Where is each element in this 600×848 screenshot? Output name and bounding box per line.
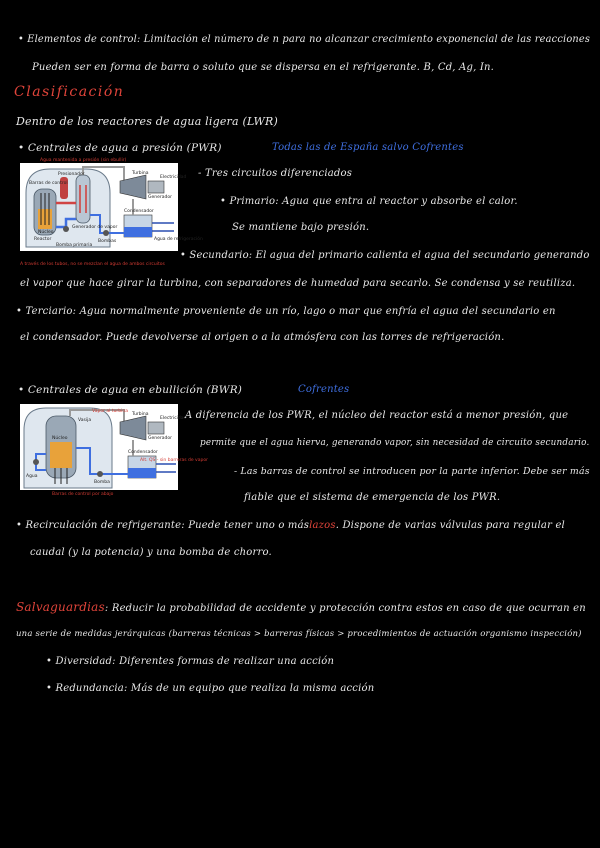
pwr-label-condensador: Condensador: [124, 209, 154, 214]
pwr-label-reactor: Reactor: [34, 237, 52, 242]
lazos-word: lazos: [309, 520, 336, 531]
pwr-label-bombas: Bombas: [98, 239, 117, 244]
recirculacion-text-b: . Dispone de varias válvulas para regular el: [335, 520, 565, 531]
recirculacion-line-2: caudal (y la potencia) y una bomba de chorro.: [30, 547, 272, 558]
salvaguardias-line-1: [16, 600, 586, 614]
salvaguardias-text: : Reducir la probabilidad de accidente y protección contra estos en caso de que ocurran en: [104, 603, 586, 614]
bwr-label-elec: Electricidad: [160, 416, 187, 421]
bwr-label-generador: Generador: [148, 436, 172, 441]
bwr-diagram-svg: [20, 404, 178, 490]
bwr-note-bottom: Barras de control por abajo: [52, 492, 114, 497]
pwr-primario-pressure: Se mantiene bajo presión.: [232, 222, 370, 233]
secundario-line-2: el vapor que hace girar la turbina, con separadores de humedad para secarlo. Se condensa y se reutiliza.: [20, 278, 576, 289]
bwr-label-agua: Agua: [26, 474, 38, 479]
recirculacion-text-a: • Recirculación de refrigerante: Puede tener uno o más: [16, 520, 310, 531]
pwr-diagram: [20, 163, 203, 251]
bwr-title: • Centrales de agua en ebullición (BWR): [18, 384, 243, 396]
terciario-line-2: el condensador. Puede devolverse al origen o a la atmósfera con las torres de refrigeración.: [20, 332, 505, 343]
recirculacion-line-1: [16, 520, 565, 531]
bwr-para-1: A diferencia de los PWR, el núcleo del reactor está a menor presión, que: [185, 410, 569, 421]
control-elements-line-2: Pueden ser en forma de barra o soluto que se dispersa en el refrigerante. B, Cd, Ag, In.: [32, 62, 495, 73]
pwr-label-turbina: Turbina: [132, 171, 149, 176]
bwr-label-nucleo: Núcleo: [52, 436, 68, 441]
redundancia-item: • Redundancia: Más de un equipo que realiza la misma acción: [46, 683, 375, 694]
bwr-label-reactor: Vasija: [78, 418, 92, 423]
bwr-para-4: fiable que el sistema de emergencia de los PWR.: [244, 492, 501, 503]
terciario-line-1: • Terciario: Agua normalmente proveniente de un río, lago o mar que enfría el agua del secundario en: [16, 306, 556, 317]
bwr-diagram: [20, 404, 187, 490]
pwr-label-generador: Generador: [148, 195, 172, 200]
pwr-label-nucleo: Núcleo: [38, 230, 54, 235]
bwr-label-condensador: Condensador: [128, 450, 158, 455]
bwr-label-bomba: Bomba: [94, 480, 110, 485]
clasificacion-heading: Clasificación: [14, 84, 125, 100]
bwr-para-2: permite que el agua hierva, generando vapor, sin necesidad de circuito secundario.: [200, 438, 590, 448]
pwr-note: Todas las de España salvo Cofrentes: [272, 142, 464, 153]
pwr-label-agua-refrig: Agua de refrigeración: [154, 237, 203, 242]
bwr-note-top: Vapor al turbina: [92, 409, 128, 414]
pwr-label-elec: Electricidad: [160, 175, 187, 180]
pwr-title: • Centrales de agua a presión (PWR): [18, 142, 222, 154]
pwr-primario: • Primario: Agua que entra al reactor y absorbe el calor.: [220, 196, 518, 207]
control-elements-line-1: • Elementos de control: Limitación el número de n para no alcanzar crecimiento exponencial de las reacciones: [18, 34, 591, 45]
pwr-label-presionador: Presionador: [58, 172, 85, 177]
pwr-label-bomba-prim: Bomba primaria: [56, 243, 93, 248]
pwr-three-circuits: - Tres circuitos diferenciados: [198, 168, 353, 179]
salvaguardias-heading: Salvaguardias: [16, 600, 105, 614]
salvaguardias-line-2: una serie de medidas jerárquicas (barreras técnicas > barreras físicas > procedimientos de actuación organismo inspección): [16, 629, 582, 639]
bwr-label-turbina: Turbina: [132, 412, 149, 417]
pwr-note-bottom: A través de los tubos, no se mezclan el agua de ambos circuitos: [20, 262, 165, 267]
pwr-label-generador-vapor: Generador de vapor: [72, 225, 118, 230]
secundario-line-1: • Secundario: El agua del primario calienta el agua del secundario generando: [180, 250, 590, 261]
pwr-label-barras: Barras de control: [29, 181, 68, 186]
pwr-note-top: Agua mantenida a presión (sin ebullir): [40, 158, 127, 163]
lwr-intro: Dentro de los reactores de agua ligera (LWR): [16, 115, 278, 128]
bwr-note: Cofrentes: [298, 384, 350, 395]
bwr-para-3: - Las barras de control se introducen por la parte inferior. Debe ser más: [234, 466, 590, 477]
diversidad-item: • Diversidad: Diferentes formas de realizar una acción: [46, 656, 335, 667]
bwr-note-mid: Alt. QS - sin barreras de vapor: [140, 458, 208, 463]
